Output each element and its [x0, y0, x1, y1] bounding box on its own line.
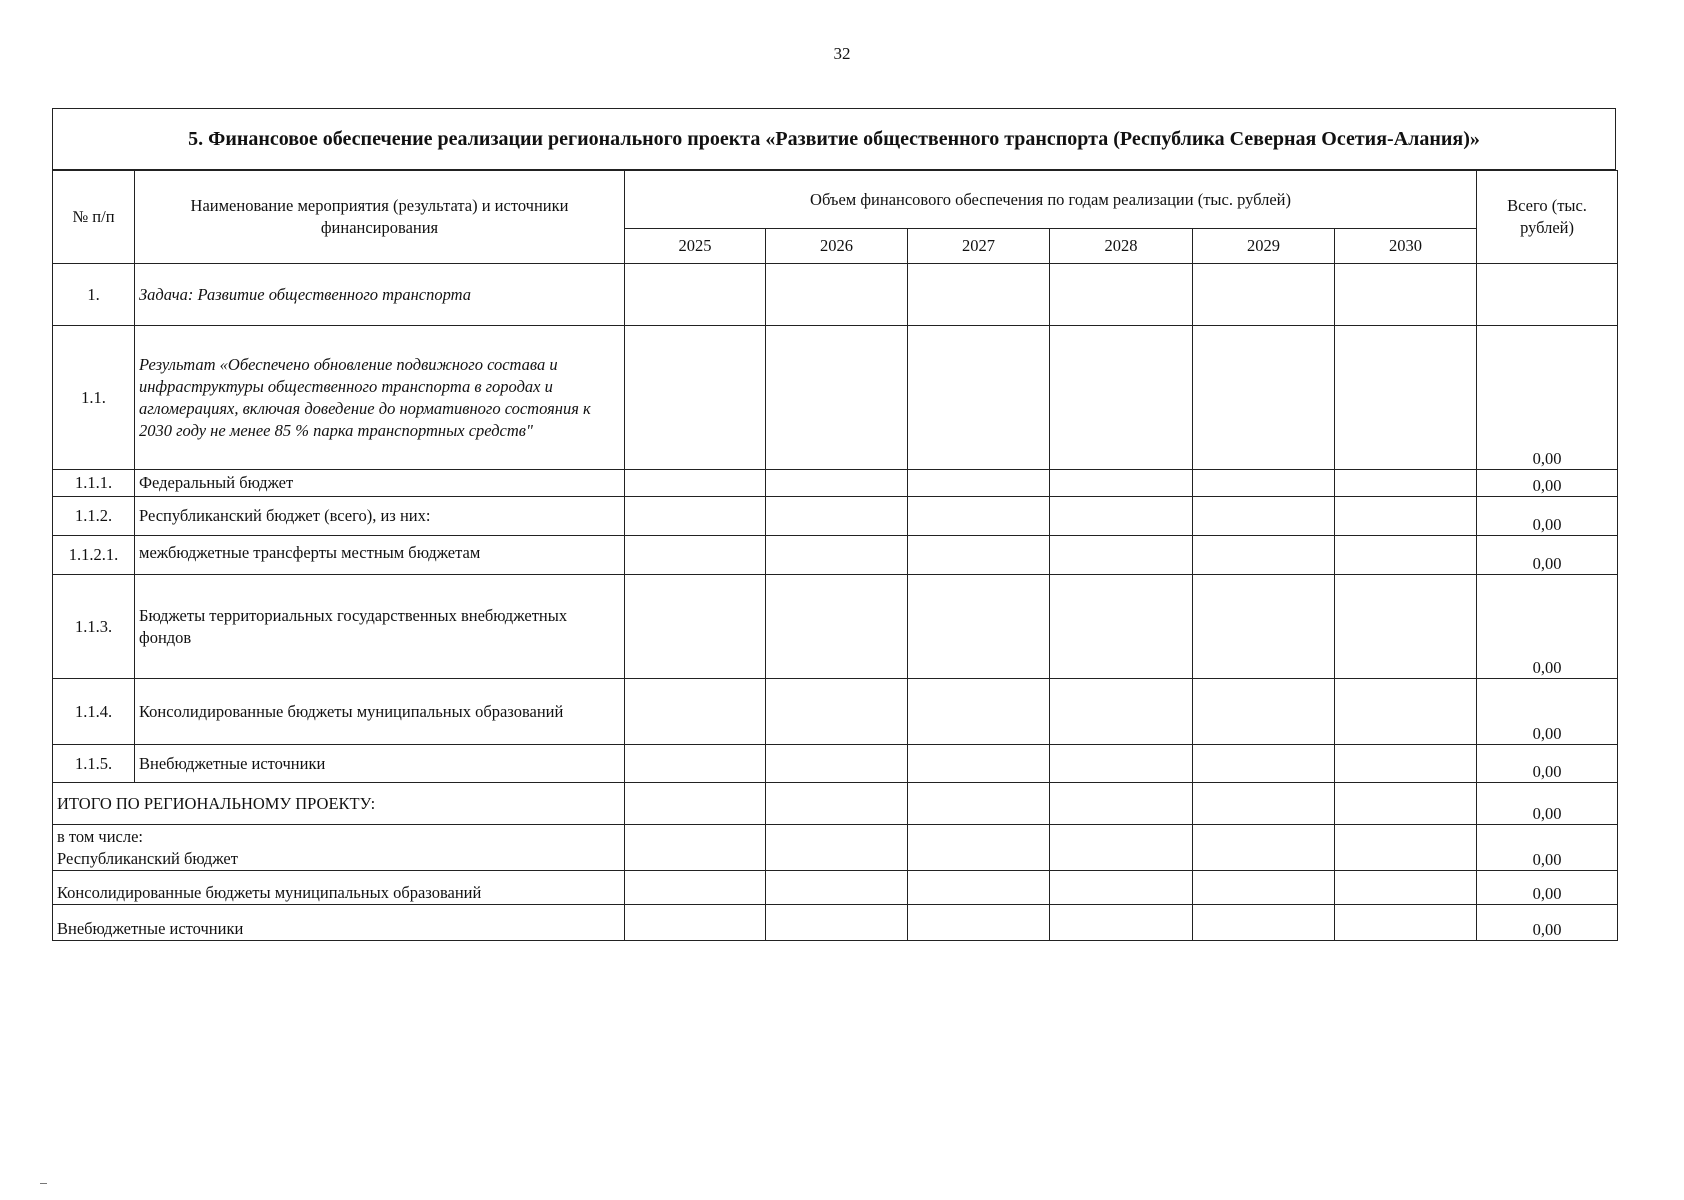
cell-2028: [1050, 871, 1193, 905]
including-label: в том числе:: [57, 827, 144, 846]
cell-2028: [1050, 905, 1193, 941]
row-num: 1.1.2.1.: [53, 536, 135, 575]
cell-2029: [1193, 326, 1335, 470]
cell-2030: [1335, 575, 1477, 679]
extrabudgetary-label: Внебюджетные источники: [53, 905, 625, 941]
year-2025: 2025: [625, 229, 766, 264]
cell-2025: [625, 575, 766, 679]
row-num: 1.: [53, 264, 135, 326]
cell-2027: [908, 497, 1050, 536]
cell-2027: [908, 536, 1050, 575]
table-row: [53, 575, 1618, 679]
cell-2026: [766, 905, 908, 941]
row-num: 1.1.5.: [53, 745, 135, 783]
row-total: 0,00: [1477, 536, 1618, 575]
cell-2029: [1193, 825, 1335, 871]
row-name: Консолидированные бюджеты муниципальных образований: [135, 679, 625, 745]
cell-2028: [1050, 575, 1193, 679]
section-title: 5. Финансовое обеспечение реализации регионального проекта «Развитие общественного транспорта (Республика Северная Осетия-Алания)»: [52, 108, 1616, 170]
cell-2027: [908, 326, 1050, 470]
cell-2025: [625, 871, 766, 905]
scan-artifact: [40, 1183, 47, 1184]
cell-2028: [1050, 679, 1193, 745]
year-2028: 2028: [1050, 229, 1193, 264]
cell-2025: [625, 264, 766, 326]
cell-2029: [1193, 470, 1335, 497]
cell-2025: [625, 783, 766, 825]
extrabudgetary-row: [53, 905, 1618, 941]
header-name: Наименование мероприятия (результата) и источники финансирования: [135, 171, 625, 264]
year-2027: 2027: [908, 229, 1050, 264]
cell-2028: [1050, 536, 1193, 575]
cell-2027: [908, 905, 1050, 941]
cell-2026: [766, 783, 908, 825]
cell-2030: [1335, 536, 1477, 575]
table-row: [53, 745, 1618, 783]
row-name: Внебюджетные источники: [135, 745, 625, 783]
cell-2026: [766, 326, 908, 470]
consolidated-row: [53, 871, 1618, 905]
republic-budget-row: [53, 825, 1618, 871]
financing-table: [52, 170, 1618, 941]
cell-2028: [1050, 470, 1193, 497]
cell-2030: [1335, 825, 1477, 871]
table-row: [53, 264, 1618, 326]
cell-2030: [1335, 470, 1477, 497]
year-2029: 2029: [1193, 229, 1335, 264]
header-total: Всего (тыс. рублей): [1477, 171, 1618, 264]
cell-2029: [1193, 679, 1335, 745]
row-total: 0,00: [1477, 575, 1618, 679]
cell-2029: [1193, 905, 1335, 941]
cell-2027: [908, 745, 1050, 783]
cell-2028: [1050, 264, 1193, 326]
row-num: 1.1.4.: [53, 679, 135, 745]
row-name: Республиканский бюджет (всего), из них:: [135, 497, 625, 536]
row-num: 1.1.1.: [53, 470, 135, 497]
cell-2025: [625, 470, 766, 497]
cell-2027: [908, 871, 1050, 905]
table-row: [53, 536, 1618, 575]
cell-2029: [1193, 497, 1335, 536]
consolidated-label: Консолидированные бюджеты муниципальных образований: [53, 871, 625, 905]
cell-2029: [1193, 575, 1335, 679]
consolidated-total: 0,00: [1477, 871, 1618, 905]
row-name: Бюджеты территориальных государственных внебюджетных фондов: [135, 575, 625, 679]
cell-2030: [1335, 905, 1477, 941]
cell-2028: [1050, 745, 1193, 783]
cell-2027: [908, 679, 1050, 745]
republic-budget-name: Республиканский бюджет: [57, 849, 238, 868]
cell-2026: [766, 264, 908, 326]
cell-2029: [1193, 264, 1335, 326]
cell-2026: [766, 745, 908, 783]
cell-2029: [1193, 745, 1335, 783]
table-row: [53, 679, 1618, 745]
cell-2025: [625, 905, 766, 941]
cell-2026: [766, 575, 908, 679]
row-total: 0,00: [1477, 497, 1618, 536]
table-row: [53, 470, 1618, 497]
cell-2025: [625, 825, 766, 871]
row-name: межбюджетные трансферты местным бюджетам: [135, 536, 625, 575]
cell-2030: [1335, 679, 1477, 745]
cell-2028: [1050, 497, 1193, 536]
cell-2029: [1193, 536, 1335, 575]
page-number: 32: [833, 44, 851, 63]
cell-2027: [908, 264, 1050, 326]
cell-2025: [625, 679, 766, 745]
cell-2025: [625, 497, 766, 536]
cell-2026: [766, 470, 908, 497]
row-num: 1.1.3.: [53, 575, 135, 679]
row-total: 0,00: [1477, 470, 1618, 497]
cell-2025: [625, 745, 766, 783]
table-row: [53, 497, 1618, 536]
header-num: № п/п: [53, 171, 135, 264]
row-num: 1.1.: [53, 326, 135, 470]
cell-2030: [1335, 745, 1477, 783]
itogo-row: [53, 783, 1618, 825]
cell-2026: [766, 679, 908, 745]
cell-2026: [766, 536, 908, 575]
cell-2030: [1335, 497, 1477, 536]
cell-2027: [908, 470, 1050, 497]
cell-2029: [1193, 783, 1335, 825]
row-total: 0,00: [1477, 679, 1618, 745]
year-2030: 2030: [1335, 229, 1477, 264]
cell-2026: [766, 871, 908, 905]
header-volume: Объем финансового обеспечения по годам реализации (тыс. рублей): [625, 171, 1477, 229]
row-num: 1.1.2.: [53, 497, 135, 536]
itogo-total: 0,00: [1477, 783, 1618, 825]
cell-2030: [1335, 326, 1477, 470]
cell-2028: [1050, 326, 1193, 470]
row-name: Задача: Развитие общественного транспорта: [135, 264, 625, 326]
cell-2028: [1050, 783, 1193, 825]
cell-2028: [1050, 825, 1193, 871]
cell-2027: [908, 825, 1050, 871]
cell-2030: [1335, 264, 1477, 326]
extrabudgetary-total: 0,00: [1477, 905, 1618, 941]
year-2026: 2026: [766, 229, 908, 264]
cell-2029: [1193, 871, 1335, 905]
header-row-1: [53, 171, 1618, 229]
cell-2026: [766, 825, 908, 871]
republic-budget-label: [53, 825, 625, 871]
cell-2026: [766, 497, 908, 536]
cell-2030: [1335, 871, 1477, 905]
cell-2030: [1335, 783, 1477, 825]
row-total: 0,00: [1477, 745, 1618, 783]
itogo-label: ИТОГО ПО РЕГИОНАЛЬНОМУ ПРОЕКТУ:: [53, 783, 625, 825]
row-name: Федеральный бюджет: [135, 470, 625, 497]
republic-budget-total: 0,00: [1477, 825, 1618, 871]
row-name: Результат «Обеспечено обновление подвижного состава и инфраструктуры общественного транспорта в городах и агломерациях, включая доведение до нормативного состояния к 2030 году не менее 85 % парка транспортных средств": [135, 326, 625, 470]
row-total: 0,00: [1477, 326, 1618, 470]
cell-2027: [908, 783, 1050, 825]
cell-2025: [625, 536, 766, 575]
cell-2027: [908, 575, 1050, 679]
cell-2025: [625, 326, 766, 470]
row-total: [1477, 264, 1618, 326]
table-row: [53, 326, 1618, 470]
